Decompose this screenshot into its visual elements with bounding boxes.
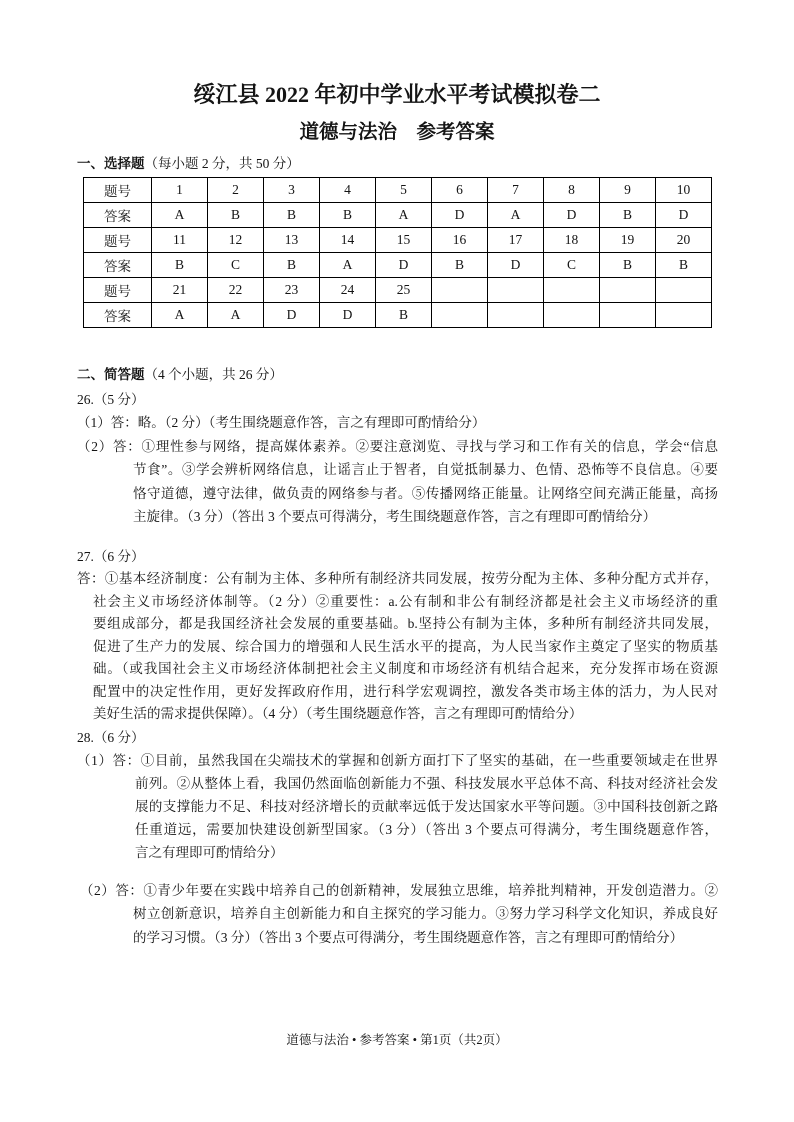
answer-cell: B	[432, 253, 488, 278]
answer-line: 恪守道德，遵守法律，做负责的网络参与者。⑤传播网络正能量。让网络空间充满正能量，高扬	[133, 485, 718, 501]
answer-cell: A	[208, 303, 264, 328]
answer-cell: D	[376, 253, 432, 278]
answer-line: 前列。②从整体上看，我国仍然面临创新能力不强、科技发展水平总体不高、科技对经济社会发	[135, 775, 718, 791]
row-label: 答案	[84, 253, 152, 278]
table-row	[84, 178, 712, 203]
section-2-heading	[77, 363, 718, 386]
question-26-part-1	[77, 411, 718, 434]
section-2-title: 二、简答题	[77, 367, 145, 382]
row-label: 答案	[84, 203, 152, 228]
question-number-cell: 22	[208, 278, 264, 303]
answer-cell: B	[152, 253, 208, 278]
answer-cell: B	[600, 203, 656, 228]
answer-cell: A	[488, 203, 544, 228]
answer-line: 的学习习惯。（3 分）（答出 3 个要点可得满分，考生围绕题意作答，言之有理即可酌情给分）	[133, 929, 684, 945]
answer-line: 要组成部分，都是我国经济社会发展的重要基础。b.坚持公有制为主体，多种所有制经济共同发展，	[93, 616, 718, 632]
question-28-part-2-block	[77, 879, 718, 950]
section-1-title: 一、选择题	[77, 156, 145, 171]
answer-cell: B	[208, 203, 264, 228]
answer-cell: D	[544, 203, 600, 228]
answer-cell: D	[488, 253, 544, 278]
answer-cell: B	[376, 303, 432, 328]
question-number-cell: 5	[376, 178, 432, 203]
answer-cell: A	[320, 253, 376, 278]
question-number-cell: 25	[376, 278, 432, 303]
row-label: 答案	[84, 303, 152, 328]
question-number-cell: 4	[320, 178, 376, 203]
empty-cell	[488, 303, 544, 328]
empty-cell	[600, 278, 656, 303]
question-26-part-2	[77, 435, 718, 529]
answer-cell: B	[320, 203, 376, 228]
row-label: 题号	[84, 178, 152, 203]
question-number-cell: 23	[264, 278, 320, 303]
exam-title: 绥江县 2022 年初中学业水平考试模拟卷二	[193, 82, 601, 107]
question-number-cell: 2	[208, 178, 264, 203]
question-28-part-2	[77, 879, 718, 950]
answer-line: 配置中的决定性作用，更好发挥政府作用，进行科学宏观调控，激发各类市场主体的活力，为人民对	[93, 683, 718, 699]
answer-line: 展的支撑能力不足、科技对经济增长的贡献率远低于发达国家水平等问题。③中国科技创新之路	[135, 798, 718, 814]
answer-cell: B	[656, 253, 712, 278]
question-27-number: 27.（6 分）	[77, 548, 145, 564]
question-number-cell: 10	[656, 178, 712, 203]
question-27-answer	[77, 568, 718, 726]
question-number-cell: 9	[600, 178, 656, 203]
answer-line: （2）答：①理性参与网络，提高媒体素养。②要注意浏览、寻找与学习和工作有关的信息，学会“信息	[77, 438, 718, 454]
answer-line: 美好生活的需求提供保障）。（4 分）（考生围绕题意作答，言之有理即可酌情给分）	[93, 706, 583, 722]
question-number-cell: 18	[544, 228, 600, 253]
question-number-cell: 16	[432, 228, 488, 253]
table-row	[84, 278, 712, 303]
section-1-note: （每小题 2 分，共 50 分）	[144, 156, 300, 171]
question-27	[77, 546, 718, 726]
question-number-cell: 11	[152, 228, 208, 253]
question-number-cell: 12	[208, 228, 264, 253]
question-number-cell: 7	[488, 178, 544, 203]
question-number-cell: 3	[264, 178, 320, 203]
empty-cell	[600, 303, 656, 328]
answer-line: 答：①基本经济制度：公有制为主体、多种所有制经济共同发展，按劳分配为主体、多种分配方式并存，	[77, 571, 718, 587]
answer-line: （1）答：略。（2 分）（考生围绕题意作答，言之有理即可酌情给分）	[77, 415, 486, 431]
choice-answer-table	[83, 177, 712, 328]
answer-cell: C	[208, 253, 264, 278]
exam-subtitle: 道德与法治 参考答案	[299, 122, 495, 143]
answer-line: 础。（或我国社会主义市场经济体制把社会主义制度和市场经济有机结合起来，充分发挥市场在资源	[93, 661, 718, 677]
question-28	[77, 726, 718, 864]
answer-line: （1）答：①目前，虽然我国在尖端技术的掌握和创新方面打下了坚实的基础，在一些重要领域走在世界	[77, 752, 718, 768]
answer-cell: B	[264, 203, 320, 228]
answer-line: （2）答：①青少年要在实践中培养自己的创新精神，发展独立思维，培养批判精神，开发创造潜力。②	[80, 882, 718, 898]
question-number-cell: 13	[264, 228, 320, 253]
answer-line: 节食”。③学会辨析网络信息，让谣言止于智者，自觉抵制暴力、色情、恐怖等不良信息。④要	[133, 462, 718, 478]
answer-line: 树立创新意识，培养自主创新能力和自主探究的学习能力。③努力学习科学文化知识，养成良好	[133, 906, 718, 921]
answer-cell: D	[432, 203, 488, 228]
empty-cell	[656, 278, 712, 303]
question-number-cell: 17	[488, 228, 544, 253]
answer-cell: D	[264, 303, 320, 328]
question-28-part-1	[77, 749, 718, 864]
row-label: 题号	[84, 278, 152, 303]
question-number-cell: 24	[320, 278, 376, 303]
answer-cell: B	[264, 253, 320, 278]
question-number-cell: 19	[600, 228, 656, 253]
answer-cell: A	[376, 203, 432, 228]
row-label: 题号	[84, 228, 152, 253]
empty-cell	[432, 278, 488, 303]
empty-cell	[544, 278, 600, 303]
answer-cell: B	[600, 253, 656, 278]
question-26-number: 26.（5 分）	[77, 392, 145, 407]
empty-cell	[488, 278, 544, 303]
answer-cell: D	[320, 303, 376, 328]
empty-cell	[432, 303, 488, 328]
table-row	[84, 203, 712, 228]
answer-cell: A	[152, 203, 208, 228]
table-row	[84, 228, 712, 253]
question-number-cell: 20	[656, 228, 712, 253]
question-number-cell: 6	[432, 178, 488, 203]
empty-cell	[544, 303, 600, 328]
answer-line: 任重道远，需要加快建设创新型国家。（3 分）（答出 3 个要点可得满分，考生围绕题意作答，	[135, 821, 718, 837]
section-1-heading	[77, 152, 718, 175]
question-26	[77, 388, 718, 528]
table-row	[84, 303, 712, 328]
table-row	[84, 253, 712, 278]
question-number-cell: 14	[320, 228, 376, 253]
answer-line: 社会主义市场经济体制等。（2 分）②重要性：a.公有制和非公有制经济都是社会主义市场经济的重	[93, 593, 718, 609]
answer-line: 言之有理即可酌情给分）	[135, 844, 284, 860]
answer-cell: D	[656, 203, 712, 228]
question-number-cell: 1	[152, 178, 208, 203]
answer-line: 促进了生产力的发展、综合国力的增强和人民生活水平的提高，为人民当家作主奠定了坚实的物质基	[93, 638, 718, 654]
question-number-cell: 8	[544, 178, 600, 203]
answer-cell: C	[544, 253, 600, 278]
question-number-cell: 15	[376, 228, 432, 253]
question-28-number: 28.（6 分）	[77, 729, 145, 745]
answer-line: 主旋律。（3 分）（答出 3 个要点可得满分，考生围绕题意作答，言之有理即可酌情给分）	[133, 509, 657, 525]
question-number-cell: 21	[152, 278, 208, 303]
empty-cell	[656, 303, 712, 328]
page-footer: 道德与法治 • 参考答案 • 第1页（共2页）	[286, 1033, 508, 1047]
answer-cell: A	[152, 303, 208, 328]
section-2-note: （4 个小题，共 26 分）	[144, 367, 283, 382]
